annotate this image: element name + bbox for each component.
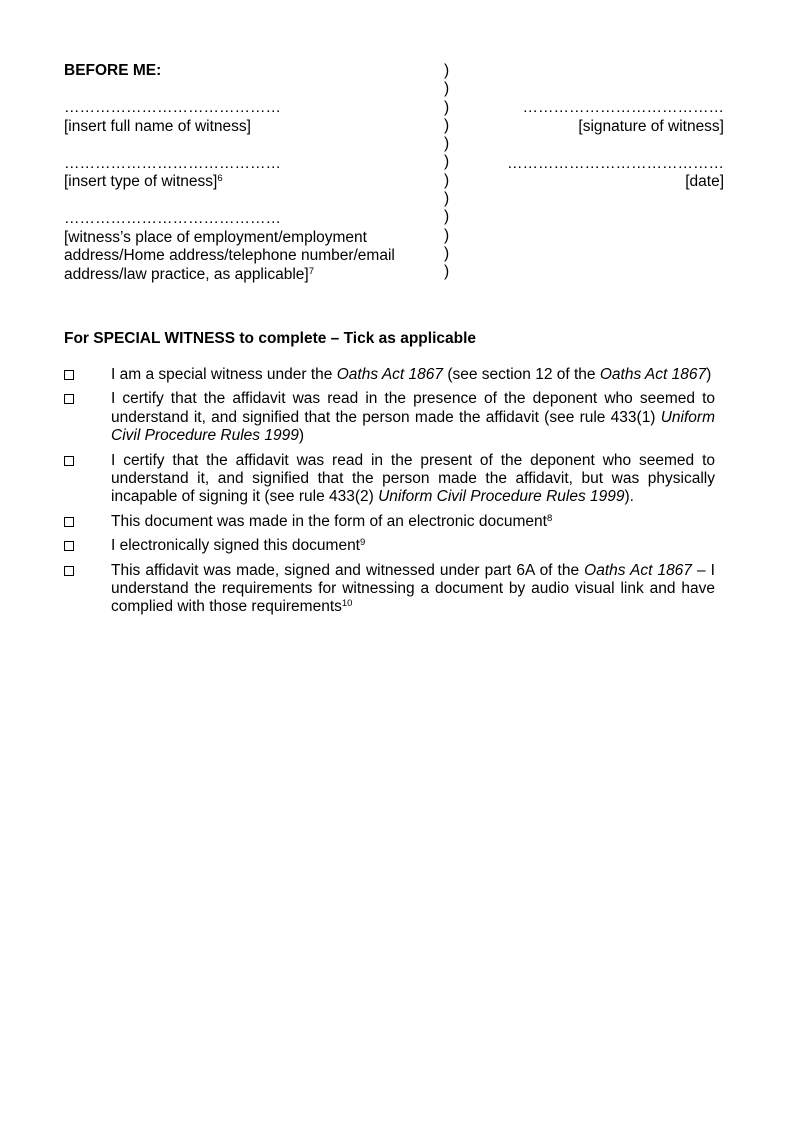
footnote-ref-10: 10 [341,598,353,610]
special-witness-heading: For SPECIAL WITNESS to complete – Tick as applicable [64,330,477,347]
text-segment: I certify that the affidavit was read in the presence of the deponent who seemed to understand it, and signified that the person made the affidavit (see rule 433(1) [111,390,715,426]
checklist-item-text [111,513,715,531]
paren: ) [444,171,450,189]
special-witness-checklist [64,366,716,623]
act-title: Oaths Act 1867 [599,366,707,383]
checkbox[interactable] [64,456,74,466]
footnote-ref-8: 8 [546,512,553,524]
witness-place-label-3 [64,266,314,284]
checklist-item-text [111,562,715,617]
checkbox[interactable] [64,517,74,527]
act-title: Oaths Act 1867 [584,561,692,579]
witness-place-label-1: [witness’s place of employment/employment [64,229,367,246]
text-segment: ) [706,366,712,383]
text-segment: ) [298,427,304,445]
paren: ) [444,226,450,244]
paren: ) [444,62,450,79]
text-segment: ). [624,488,634,506]
witness-type-text: [insert type of witness] [64,173,218,190]
witness-name-label: [insert full name of witness] [64,118,251,135]
paren: ) [444,190,450,208]
before-me-heading: BEFORE ME: [64,62,162,79]
footnote-ref-7: 7 [308,266,314,277]
text-segment: (see section 12 of the [443,366,600,383]
checkbox[interactable] [64,541,74,551]
paren: ) [444,135,450,153]
date-label: [date] [685,173,724,190]
checklist-item [64,513,716,531]
checkbox[interactable] [64,394,74,404]
date-line[interactable]: …………………………………… [507,155,724,172]
witness-type-line[interactable]: …………………………………… [64,155,281,172]
checklist-item-text [111,390,715,445]
checklist-item [64,562,716,617]
paren: ) [444,116,450,134]
act-title: Oaths Act 1867 [336,366,444,383]
paren: ) [444,153,450,171]
witness-place-text: address/law practice, as applicable] [64,266,309,283]
checkbox[interactable] [64,370,74,380]
witness-place-label-2: address/Home address/telephone number/email [64,247,395,264]
paren: ) [444,208,450,226]
checklist-item [64,390,716,445]
witness-place-line[interactable]: …………………………………… [64,210,281,227]
checklist-item [64,366,716,384]
footnote-ref-9: 9 [360,537,366,549]
rules-title: Uniform Civil Procedure Rules 1999 [378,488,625,506]
checkbox[interactable] [64,566,74,576]
witness-type-label [64,173,223,191]
checklist-item [64,537,716,555]
paren: ) [444,244,450,262]
text-segment: This document was made in the form of an electronic document [111,512,547,530]
paren: ) [444,98,450,116]
witness-name-line[interactable]: …………………………………… [64,99,281,116]
checklist-item [64,452,716,507]
signature-label: [signature of witness] [578,118,724,135]
text-segment: I am a special witness under the [111,366,337,383]
text-segment: I electronically signed this document [111,537,360,555]
checklist-item-text [111,537,715,555]
footnote-ref-6: 6 [217,173,223,184]
checklist-item-text [111,452,715,507]
text-segment: This affidavit was made, signed and witnessed under part 6A of the [111,561,585,579]
text-segment: I certify that the affidavit was read in the present of the deponent who seemed to understand it, and signified that the person made the affidavit, but was physically incapable of signing it (see rule 433(2) [111,451,715,506]
paren: ) [444,263,450,281]
rules-title: Uniform Civil Procedure Rules 1999 [111,408,715,445]
parenthesis-column [444,62,454,282]
signature-line[interactable]: ………………………………… [522,99,724,116]
paren: ) [444,80,450,98]
checklist-item-text [111,366,715,384]
text-segment: – I understand the requirements for witnessing a document by audio visual link and have complied with those requirements [111,561,715,616]
